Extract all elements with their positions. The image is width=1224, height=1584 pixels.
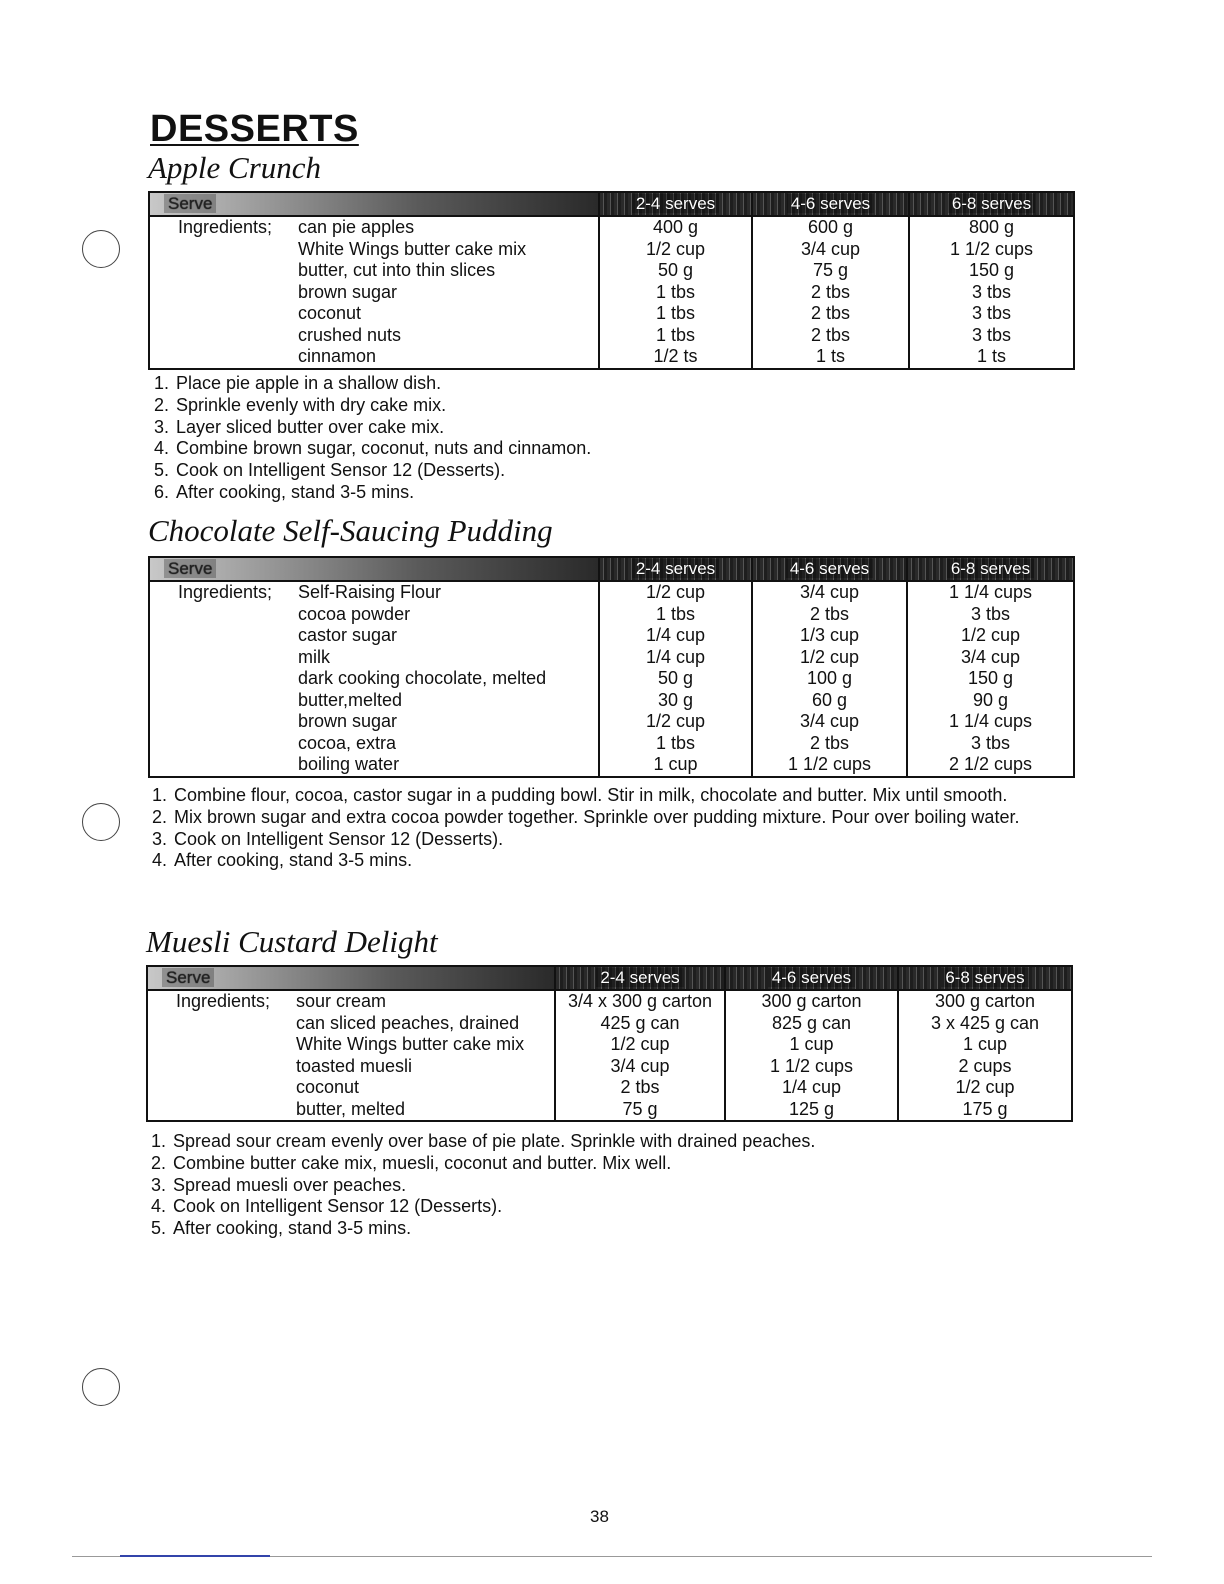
- quantity-value: 3 tbs: [971, 303, 1012, 323]
- quantity-value: 1 cup: [789, 1034, 834, 1054]
- quantity-value: 2 tbs: [810, 303, 851, 323]
- table-row: [149, 216, 1074, 369]
- ingredient-name: White Wings butter cake mix: [298, 238, 527, 259]
- quantity-cell-qty-4-6: [752, 216, 909, 369]
- ingredient-name: castor sugar: [298, 625, 398, 645]
- quantity-value: 1 1/2 cups: [787, 754, 872, 774]
- ingredient-row: [178, 754, 598, 776]
- table-header-row: [149, 192, 1074, 216]
- header-label: 6-8 serves: [941, 968, 1028, 987]
- quantity-value: 50 g: [657, 260, 694, 280]
- header-label: 4-6 serves: [786, 559, 873, 578]
- header-label: 2-4 serves: [596, 968, 683, 987]
- ingredient-row: [176, 1034, 554, 1056]
- bottom-rule-accent: [120, 1555, 270, 1557]
- ingredients-label: [178, 604, 298, 626]
- quantity-value: 800 g: [968, 217, 1015, 237]
- quantity-cell-qty-6-8: [909, 216, 1074, 369]
- ingredient-row: [178, 604, 598, 626]
- quantity-cell-qty-4-6: [752, 581, 907, 777]
- ingredient-row: [178, 325, 598, 347]
- recipe-steps-chocolate-pudding: [148, 785, 1072, 872]
- quantity-value: 1 1/4 cups: [948, 711, 1033, 731]
- quantity-value: 1 tbs: [655, 281, 696, 302]
- header-label: 4-6 serves: [787, 194, 874, 213]
- quantity-value: 1 1/2 cups: [949, 238, 1034, 259]
- quantity-value: 1/2 cup: [799, 646, 860, 667]
- ingredient-name: White Wings butter cake mix: [296, 1034, 525, 1054]
- binder-hole: [82, 230, 120, 268]
- header-label: Serve: [162, 968, 214, 987]
- header-label: 6-8 serves: [947, 559, 1034, 578]
- binder-hole: [82, 803, 120, 841]
- step-item: 6. After cooking, stand 3-5 mins.: [174, 482, 1074, 504]
- ingredient-row: [178, 647, 598, 669]
- step-item: 1. Combine flour, cocoa, castor sugar in a pudding bowl. Stir in milk, chocolate and butter. Mix until smooth.: [172, 785, 1072, 807]
- ingredient-row: [178, 217, 598, 239]
- step-item: 3. Spread muesli over peaches.: [171, 1175, 1071, 1197]
- ingredients-label: [178, 754, 298, 776]
- serve-header: [147, 966, 555, 990]
- ingredient-name: butter, cut into thin slices: [298, 260, 496, 280]
- ingredients-label: Ingredients;: [176, 991, 271, 1011]
- table-header-row: [147, 966, 1072, 990]
- ingredient-row: [178, 668, 598, 690]
- ingredient-name: can pie apples: [298, 217, 415, 237]
- quantity-value: 3/4 cup: [610, 1055, 670, 1076]
- table-row: [149, 581, 1074, 777]
- quantity-value: 1/4 cup: [645, 625, 706, 645]
- quantity-cell-qty-6-8: [898, 990, 1072, 1121]
- quantity-value: 150 g: [967, 668, 1014, 688]
- serves-header: [752, 557, 907, 581]
- quantity-value: 30 g: [657, 689, 694, 710]
- ingredients-label: [178, 282, 298, 304]
- ingredient-name: cocoa powder: [298, 603, 411, 624]
- quantity-value: 2 1/2 cups: [948, 754, 1033, 774]
- serves-header: [909, 192, 1074, 216]
- quantity-value: 3 tbs: [971, 324, 1012, 345]
- ingredient-name: can sliced peaches, drained: [296, 1012, 520, 1033]
- step-item: 2. Sprinkle evenly with dry cake mix.: [174, 395, 1074, 417]
- quantity-value: 1 cup: [962, 1034, 1008, 1054]
- quantity-value: 3/4 x 300 g carton: [567, 991, 713, 1011]
- ingredient-row: [176, 1099, 554, 1121]
- page-number: 38: [590, 1507, 609, 1526]
- quantity-value: 2 cups: [958, 1055, 1012, 1076]
- serves-header: [725, 966, 898, 990]
- quantity-value: 3 tbs: [971, 281, 1012, 302]
- quantity-value: 50 g: [657, 668, 694, 688]
- serves-header: [599, 557, 752, 581]
- ingredients-label: [178, 668, 298, 690]
- ingredient-name: dark cooking chocolate, melted: [298, 668, 547, 688]
- step-item: 5. Cook on Intelligent Sensor 12 (Desserts).: [174, 460, 1074, 482]
- step-item: 1. Place pie apple in a shallow dish.: [174, 373, 1074, 395]
- quantity-value: 3/4 cup: [800, 238, 861, 259]
- ingredient-name: toasted muesli: [296, 1055, 413, 1076]
- header-label: Serve: [164, 559, 216, 578]
- quantity-value: 3 tbs: [970, 603, 1011, 624]
- ingredient-row: [178, 303, 598, 325]
- ingredients-label: [178, 733, 298, 755]
- ingredient-row: [178, 239, 598, 261]
- ingredients-label: [178, 303, 298, 325]
- quantity-value: 1 ts: [815, 346, 845, 366]
- serve-header: [149, 557, 599, 581]
- quantity-value: 2 tbs: [810, 281, 851, 302]
- quantity-value: 60 g: [811, 689, 848, 710]
- quantity-value: 1/4 cup: [645, 646, 706, 667]
- header-label: Serve: [164, 194, 216, 213]
- recipe-steps-muesli-custard: [147, 1131, 1071, 1240]
- header-label: 6-8 serves: [948, 194, 1035, 213]
- serves-header: [555, 966, 725, 990]
- step-item: 4. Cook on Intelligent Sensor 12 (Desserts).: [171, 1196, 1071, 1218]
- ingredients-label: [178, 711, 298, 733]
- ingredients-label: Ingredients;: [178, 217, 273, 237]
- step-item: 2. Mix brown sugar and extra cocoa powder together. Sprinkle over pudding mixture. Pour over boiling water.: [172, 807, 1072, 829]
- ingredient-name: boiling water: [298, 754, 400, 774]
- quantity-value: 1 1/2 cups: [769, 1055, 854, 1076]
- quantity-value: 100 g: [806, 668, 853, 688]
- quantity-value: 2 tbs: [809, 732, 850, 753]
- quantity-value: 3/4 cup: [960, 646, 1021, 667]
- recipe-title-muesli-custard: Muesli Custard Delight: [146, 924, 438, 959]
- quantity-value: 2 tbs: [809, 603, 850, 624]
- quantity-value: 125 g: [788, 1098, 835, 1119]
- quantity-value: 1/2 cup: [645, 238, 706, 259]
- ingredients-label: [178, 260, 298, 282]
- ingredient-row: [178, 625, 598, 647]
- ingredients-label: [176, 1099, 296, 1121]
- quantity-cell-qty-2-4: [599, 216, 752, 369]
- quantity-value: 1 tbs: [655, 603, 696, 624]
- ingredients-label: [178, 647, 298, 669]
- ingredient-row: [178, 690, 598, 712]
- quantity-value: 1/4 cup: [781, 1077, 842, 1097]
- ingredient-row: [178, 711, 598, 733]
- recipe-steps-apple-crunch: [150, 373, 1074, 504]
- ingredients-cell: [149, 216, 599, 369]
- ingredient-row: [176, 1056, 554, 1078]
- quantity-cell-qty-2-4: [555, 990, 725, 1121]
- ingredient-row: [178, 260, 598, 282]
- table-header-row: [149, 557, 1074, 581]
- quantity-value: 1 tbs: [655, 303, 696, 323]
- quantity-value: 1/2 cup: [610, 1034, 670, 1054]
- ingredient-name: cinnamon: [298, 346, 377, 366]
- quantity-value: 75 g: [812, 260, 849, 280]
- ingredients-label: [176, 1034, 296, 1056]
- serves-header: [898, 966, 1072, 990]
- quantity-cell-qty-6-8: [907, 581, 1074, 777]
- ingredient-name: coconut: [296, 1077, 360, 1097]
- binder-hole: [82, 1368, 120, 1406]
- quantity-value: 2 tbs: [620, 1077, 660, 1097]
- quantity-value: 1/2 cup: [955, 1077, 1015, 1097]
- serve-header: [149, 192, 599, 216]
- quantity-value: 1 cup: [653, 754, 698, 774]
- quantity-value: 175 g: [962, 1098, 1008, 1119]
- header-label: 4-6 serves: [768, 968, 855, 987]
- recipe-title-apple-crunch: Apple Crunch: [148, 150, 322, 185]
- quantity-value: 1 tbs: [655, 324, 696, 345]
- quantity-cell-qty-2-4: [599, 581, 752, 777]
- ingredient-name: sour cream: [296, 991, 387, 1011]
- quantity-value: 600 g: [807, 217, 854, 237]
- quantity-value: 3 tbs: [970, 732, 1011, 753]
- ingredients-label: [178, 625, 298, 647]
- step-item: 1. Spread sour cream evenly over base of pie plate. Sprinkle with drained peaches.: [171, 1131, 1071, 1153]
- ingredients-label: [178, 239, 298, 261]
- ingredients-label: [176, 1013, 296, 1035]
- ingredient-name: butter,melted: [298, 689, 403, 710]
- step-item: 5. After cooking, stand 3-5 mins.: [171, 1218, 1071, 1240]
- ingredient-name: brown sugar: [298, 711, 398, 731]
- quantity-value: 825 g can: [771, 1012, 852, 1033]
- serves-header: [752, 192, 909, 216]
- quantity-value: 400 g: [652, 217, 699, 237]
- serves-header: [599, 192, 752, 216]
- ingredient-row: [178, 582, 598, 604]
- quantity-value: 1 tbs: [655, 732, 696, 753]
- quantity-value: 1/2 ts: [653, 346, 698, 366]
- ingredients-label: [178, 325, 298, 347]
- quantity-value: 1/3 cup: [799, 625, 860, 645]
- table-row: [147, 990, 1072, 1121]
- ingredient-row: [178, 346, 598, 368]
- ingredients-label: [176, 1077, 296, 1099]
- quantity-value: 1/2 cup: [645, 711, 706, 731]
- quantity-value: 1 ts: [976, 346, 1006, 366]
- quantity-value: 425 g can: [600, 1012, 680, 1033]
- ingredients-label: Ingredients;: [178, 582, 273, 602]
- header-label: 2-4 serves: [632, 194, 719, 213]
- ingredients-cell: [149, 581, 599, 777]
- quantity-value: 1/2 cup: [960, 625, 1021, 645]
- quantity-value: 1 1/4 cups: [948, 582, 1033, 602]
- ingredient-name: milk: [298, 646, 330, 667]
- ingredients-label: [178, 346, 298, 368]
- page-title: DESSERTS: [150, 108, 359, 150]
- quantity-value: 3/4 cup: [799, 582, 860, 602]
- step-item: 2. Combine butter cake mix, muesli, coconut and butter. Mix well.: [171, 1153, 1071, 1175]
- ingredient-row: [176, 991, 554, 1013]
- recipe-title-chocolate-pudding: Chocolate Self-Saucing Pudding: [148, 513, 553, 548]
- ingredient-row: [178, 733, 598, 755]
- quantity-value: 2 tbs: [810, 324, 851, 345]
- step-item: 3. Cook on Intelligent Sensor 12 (Desserts).: [172, 829, 1072, 851]
- ingredient-name: brown sugar: [298, 281, 398, 302]
- quantity-value: 300 g carton: [761, 991, 862, 1011]
- step-item: 4. After cooking, stand 3-5 mins.: [172, 850, 1072, 872]
- ingredient-name: coconut: [298, 303, 362, 323]
- quantity-value: 150 g: [968, 260, 1015, 280]
- ingredient-name: butter, melted: [296, 1098, 406, 1119]
- recipe-table-apple-crunch: [148, 191, 1075, 370]
- quantity-value: 3/4 cup: [799, 711, 860, 731]
- ingredients-cell: [147, 990, 555, 1121]
- quantity-value: 1/2 cup: [645, 582, 706, 602]
- ingredients-label: [178, 690, 298, 712]
- recipe-table-chocolate-pudding: [148, 556, 1075, 778]
- ingredients-label: [176, 1056, 296, 1078]
- quantity-value: 3 x 425 g can: [930, 1012, 1040, 1033]
- recipe-table-muesli-custard: [146, 965, 1073, 1122]
- ingredient-row: [176, 1077, 554, 1099]
- step-item: 3. Layer sliced butter over cake mix.: [174, 417, 1074, 439]
- ingredient-row: [176, 1013, 554, 1035]
- quantity-value: 75 g: [622, 1098, 658, 1119]
- ingredient-row: [178, 282, 598, 304]
- serves-header: [907, 557, 1074, 581]
- ingredient-name: Self-Raising Flour: [298, 582, 442, 602]
- step-item: 4. Combine brown sugar, coconut, nuts and cinnamon.: [174, 438, 1074, 460]
- ingredient-name: cocoa, extra: [298, 732, 397, 753]
- quantity-cell-qty-4-6: [725, 990, 898, 1121]
- quantity-value: 90 g: [972, 689, 1009, 710]
- header-label: 2-4 serves: [632, 559, 719, 578]
- quantity-value: 300 g carton: [934, 991, 1036, 1011]
- ingredient-name: crushed nuts: [298, 324, 402, 345]
